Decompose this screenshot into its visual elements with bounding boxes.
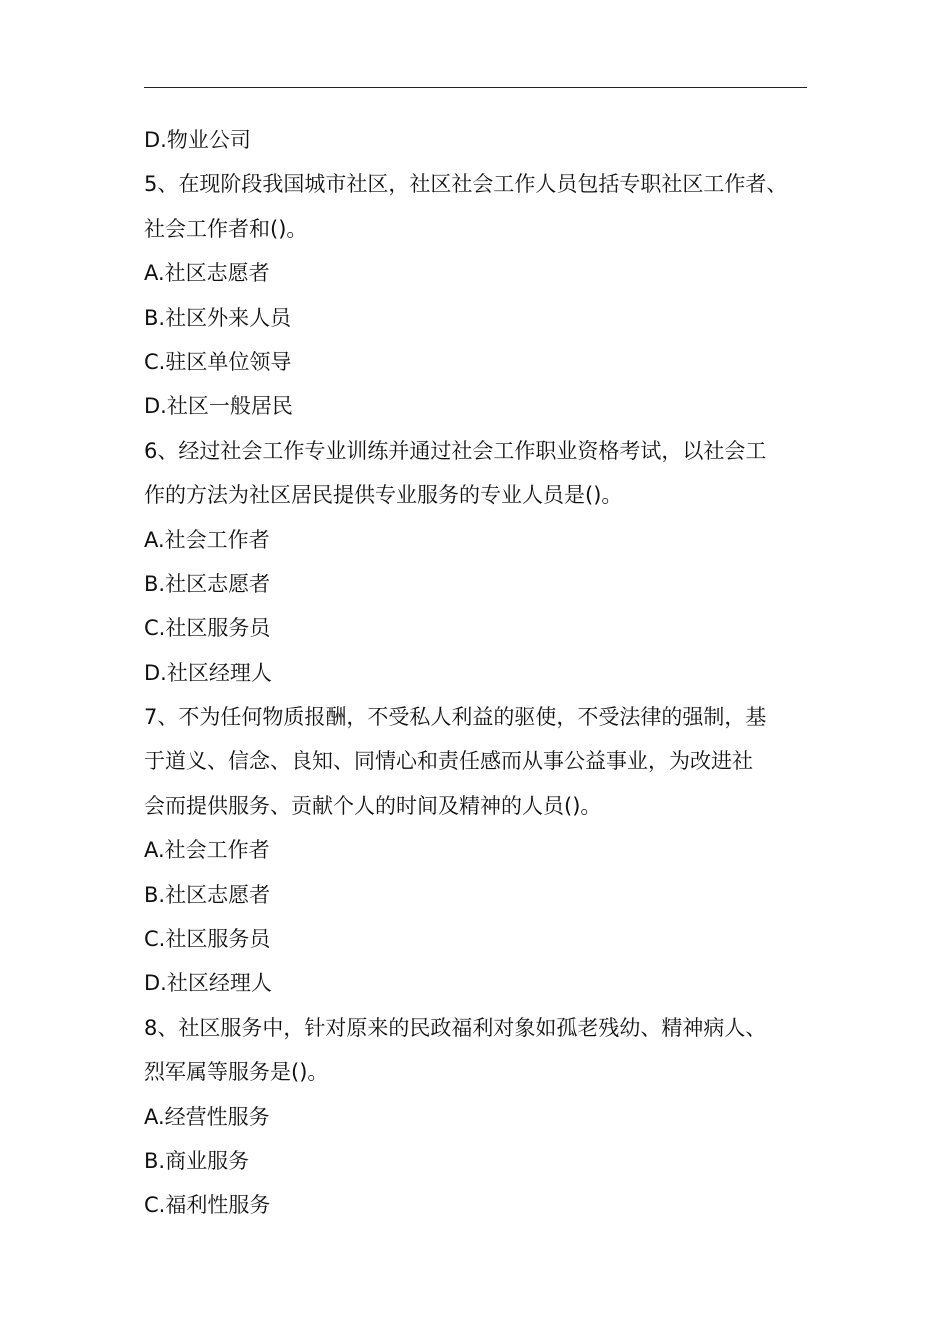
option-line: A.经营性服务: [144, 1104, 270, 1129]
question-5-line-2: 社会工作者和()。: [144, 216, 308, 241]
option-line: D.物业公司: [144, 128, 251, 152]
option-line: B.社区外来人员: [144, 305, 292, 330]
option-line: D.社区一般居民: [144, 394, 293, 419]
question-8-line-2: 烈军属等服务是()。: [144, 1060, 329, 1085]
question-8-line-1: 8、社区服务中，针对原来的民政福利对象如孤老残幼、精神病人、: [144, 1015, 767, 1040]
option-line: D.社区经理人: [144, 660, 272, 685]
option-line: C.社区服务员: [144, 927, 271, 952]
option-line: B.商业服务: [144, 1148, 250, 1173]
question-6-line-2: 作的方法为社区居民提供专业服务的专业人员是()。: [144, 483, 623, 508]
header-rule: [144, 87, 807, 88]
question-7-line-1: 7、不为任何物质报酬，不受私人利益的驱使，不受法律的强制，基: [144, 705, 767, 730]
option-line: C.福利性服务: [144, 1193, 271, 1218]
question-7-line-2: 于道义、信念、良知、同情心和责任感而从事公益事业，为改进社: [144, 749, 753, 774]
question-6-line-1: 6、经过社会工作专业训练并通过社会工作职业资格考试，以社会工: [144, 438, 767, 463]
option-line: C.社区服务员: [144, 616, 271, 641]
option-line: A.社区志愿者: [144, 261, 270, 286]
option-line: A.社会工作者: [144, 527, 270, 552]
option-line: A.社会工作者: [144, 838, 270, 863]
option-line: C.驻区单位领导: [144, 349, 292, 374]
option-line: B.社区志愿者: [144, 571, 271, 596]
option-line: D.社区经理人: [144, 971, 272, 996]
question-7-line-3: 会而提供服务、贡献个人的时间及精神的人员()。: [144, 793, 602, 818]
question-5-line-1: 5、在现阶段我国城市社区，社区社会工作人员包括专职社区工作者、: [144, 172, 788, 197]
option-line: B.社区志愿者: [144, 882, 271, 907]
document-body: [144, 118, 824, 1228]
